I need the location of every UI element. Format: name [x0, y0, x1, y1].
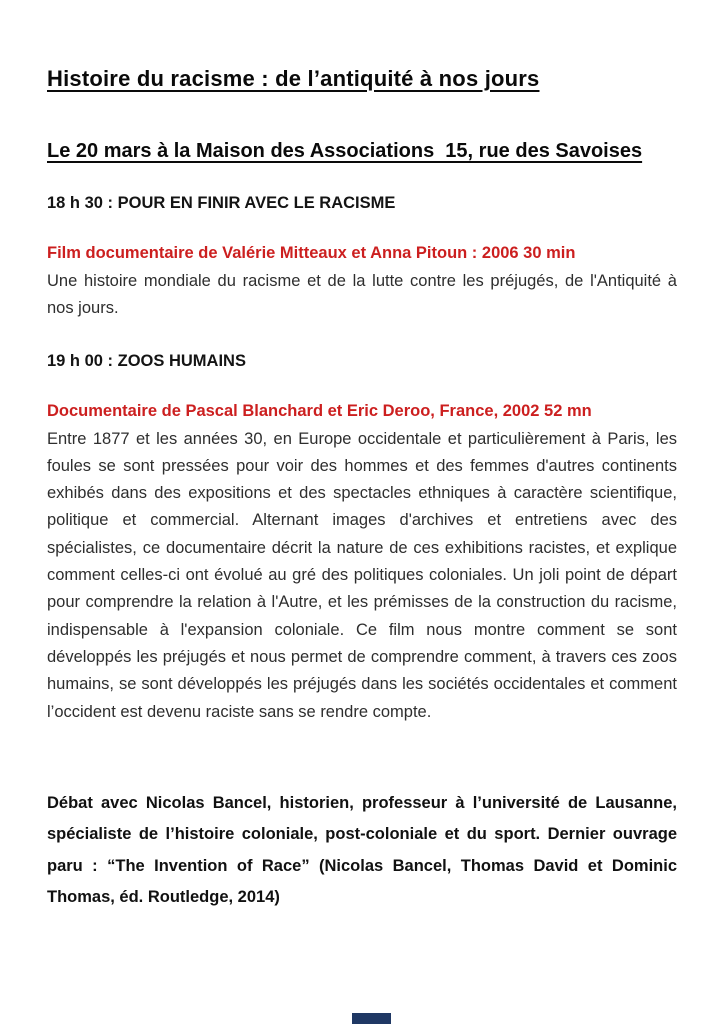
- session-2-film-description: Entre 1877 et les années 30, en Europe occidentale et particulièrement à Paris, les foules se sont pressées pour voir des hommes et des femmes d'autres continents exhibés dans des expositions et des spectacles ethniques à caractère scientifique, politique et commercial. Alternant images d'archives et entretiens avec des spécialistes, ce documentaire décrit la nature de ces exhibitions racistes, et explique comment celles-ci ont évolué au gré des politiques coloniales. Un joli point de départ pour comprendre la relation à l'Autre, et les prémisses de la construction du racisme, indispensable à l'expansion coloniale. Ce film nous montre comment se sont développés les préjugés et nous permet de comprendre comment, à travers ces zoos humains, se sont développés les préjugés dans les sociétés occidentales et comment l’occident est devenu raciste sans se rendre compte.: [47, 429, 677, 721]
- venue-line-text: Le 20 mars à la Maison des Associations 15, rue des Savoises: [47, 140, 643, 162]
- session-2: [47, 349, 677, 726]
- page-content: [47, 0, 677, 914]
- session-1-film-description: Une histoire mondiale du racisme et de la lutte contre les préjugés, de l'Antiquité à nos jours.: [47, 272, 677, 318]
- session-2-film-credit: Documentaire de Pascal Blanchard et Eric Deroo, France, 2002 52 mn: [47, 401, 592, 420]
- document-title: Histoire du racisme : de l’antiquité à nos jours: [47, 66, 540, 91]
- venue-line: [47, 131, 677, 171]
- session-2-time-header: 19 h 00 : ZOOS HUMAINS: [47, 351, 246, 370]
- session-1-film-credit: Film documentaire de Valérie Mitteaux et Anna Pitoun : 2006 30 min: [47, 244, 576, 262]
- debate-paragraph: Débat avec Nicolas Bancel, historien, professeur à l’université de Lausanne, spécialiste de l’histoire coloniale, post-coloniale et du sport. Dernier ouvrage paru : “The Invention of Race” (Nicolas Bancel, Thomas David et Dominic Thomas, éd. Routledge, 2014): [47, 793, 677, 907]
- next-page-peek-bar: [352, 1013, 391, 1024]
- session-1: [47, 191, 677, 323]
- session-1-time-header: 18 h 30 : POUR EN FINIR AVEC LE RACISME: [47, 194, 396, 212]
